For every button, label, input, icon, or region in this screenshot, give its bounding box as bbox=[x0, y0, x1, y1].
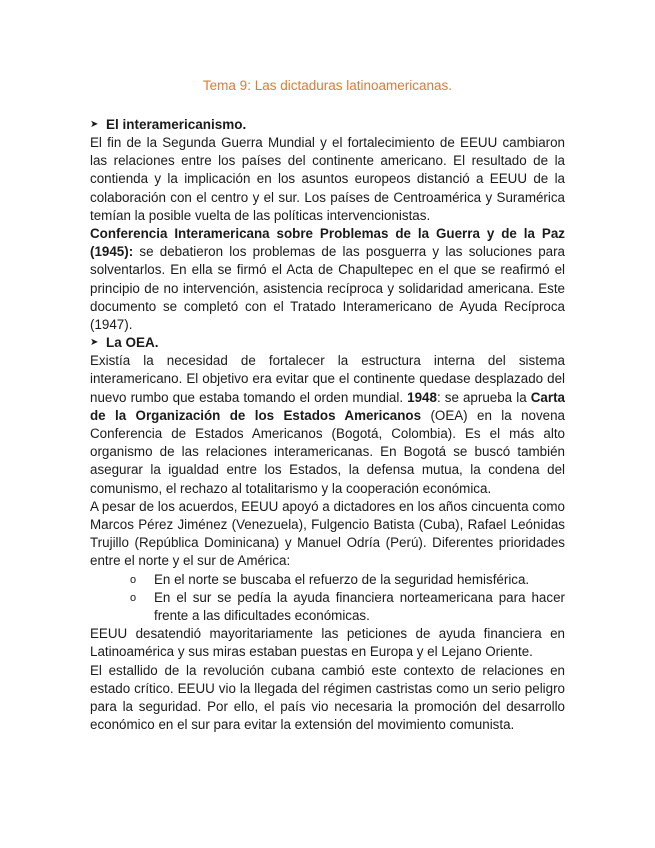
page-title: Tema 9: Las dictaduras latinoamericanas. bbox=[202, 78, 453, 93]
arrow-bullet-icon: ➤ bbox=[90, 337, 99, 349]
list-item bbox=[130, 571, 565, 589]
list-item-text: En el sur se pedía la ayuda financiera norteamericana para hacer frente a las dificultades económicas. bbox=[154, 589, 565, 624]
paragraph-text: (OEA) en la novena Conferencia de Estados Americanos (Bogotá, Colombia). Es el más alto organismo de las relaciones interamericanas. En Bogotá se buscó también asegurar la igualdad entre los Estados, la defensa mutua, la condena del comunismo, el rechazo al totalitarismo y la cooperación económica. bbox=[90, 407, 566, 496]
bullet-list bbox=[90, 571, 565, 626]
circle-bullet-icon: o bbox=[130, 591, 137, 604]
section-heading-oea bbox=[90, 334, 565, 352]
bold-text: Carta de la Organización de los Estados Americanos bbox=[90, 389, 565, 423]
section-heading-interamericanismo bbox=[90, 116, 565, 134]
list-item bbox=[130, 589, 565, 625]
list-item-text: En el norte se buscaba el refuerzo de la seguridad hemisférica. bbox=[154, 571, 530, 587]
paragraph: El fin de la Segunda Guerra Mundial y el fortalecimiento de EEUU cambiaron las relaciones entre los países del continente americano. El resultado de la contienda y la implicación en los asuntos europeos distanció a EEUU de la colaboración con el centro y el sur. Los países de Centroamérica y Suramérica temían la posible vuelta de las políticas intervencionistas. bbox=[90, 135, 565, 223]
bold-text: 1948 bbox=[407, 389, 437, 405]
paragraph bbox=[90, 352, 565, 498]
bold-text: Conferencia Interamericana sobre Problemas de la Guerra y de la Paz (1945): bbox=[90, 226, 565, 260]
paragraph-text: : se aprueba la bbox=[436, 389, 531, 405]
paragraph: A pesar de los acuerdos, EEUU apoyó a dictadores en los años cincuenta como Marcos Pérez Jiménez (Venezuela), Fulgencio Batista (Cuba), Rafael Leónidas Trujillo (República Dominicana) y Manuel Odría (Perú). Diferentes prioridades entre el norte y el sur de América: bbox=[90, 498, 565, 569]
paragraph-text: se debatieron los problemas de las posguerra y las soluciones para solventarlos. En ella se firmó el Acta de Chapultepec en el que se reafirmó el principio de no intervención, asistencia recíproca y solidaridad americana. Este documento se completó con el Tratado Interamericano de Ayuda Recíproca (1947). bbox=[90, 244, 565, 333]
paragraph: EEUU desatendió mayoritariamente las peticiones de ayuda financiera en Latinoamérica y sus miras estaban puestas en Europa y el Lejano Oriente. bbox=[90, 626, 565, 660]
paragraph-text: Existía la necesidad de fortalecer la estructura interna del sistema interamericano. El objetivo era evitar que el continente quedase desplazado del nuevo rumbo que estaba tomando el orden mundial. bbox=[90, 353, 565, 405]
paragraph: El estallido de la revolución cubana cambió este contexto de relaciones en estado crítico. EEUU vio la llegada del régimen castristas como un serio peligro para la seguridad. Por ello, el país vio necesaria la promoción del desarrollo económico en el sur para evitar la extensión del movimiento comunista. bbox=[90, 662, 565, 733]
circle-bullet-icon: o bbox=[130, 573, 137, 586]
section-heading-text: El interamericanismo. bbox=[106, 117, 247, 132]
arrow-bullet-icon: ➤ bbox=[90, 119, 99, 130]
paragraph bbox=[90, 225, 565, 334]
section-heading-text: La OEA. bbox=[106, 335, 159, 351]
